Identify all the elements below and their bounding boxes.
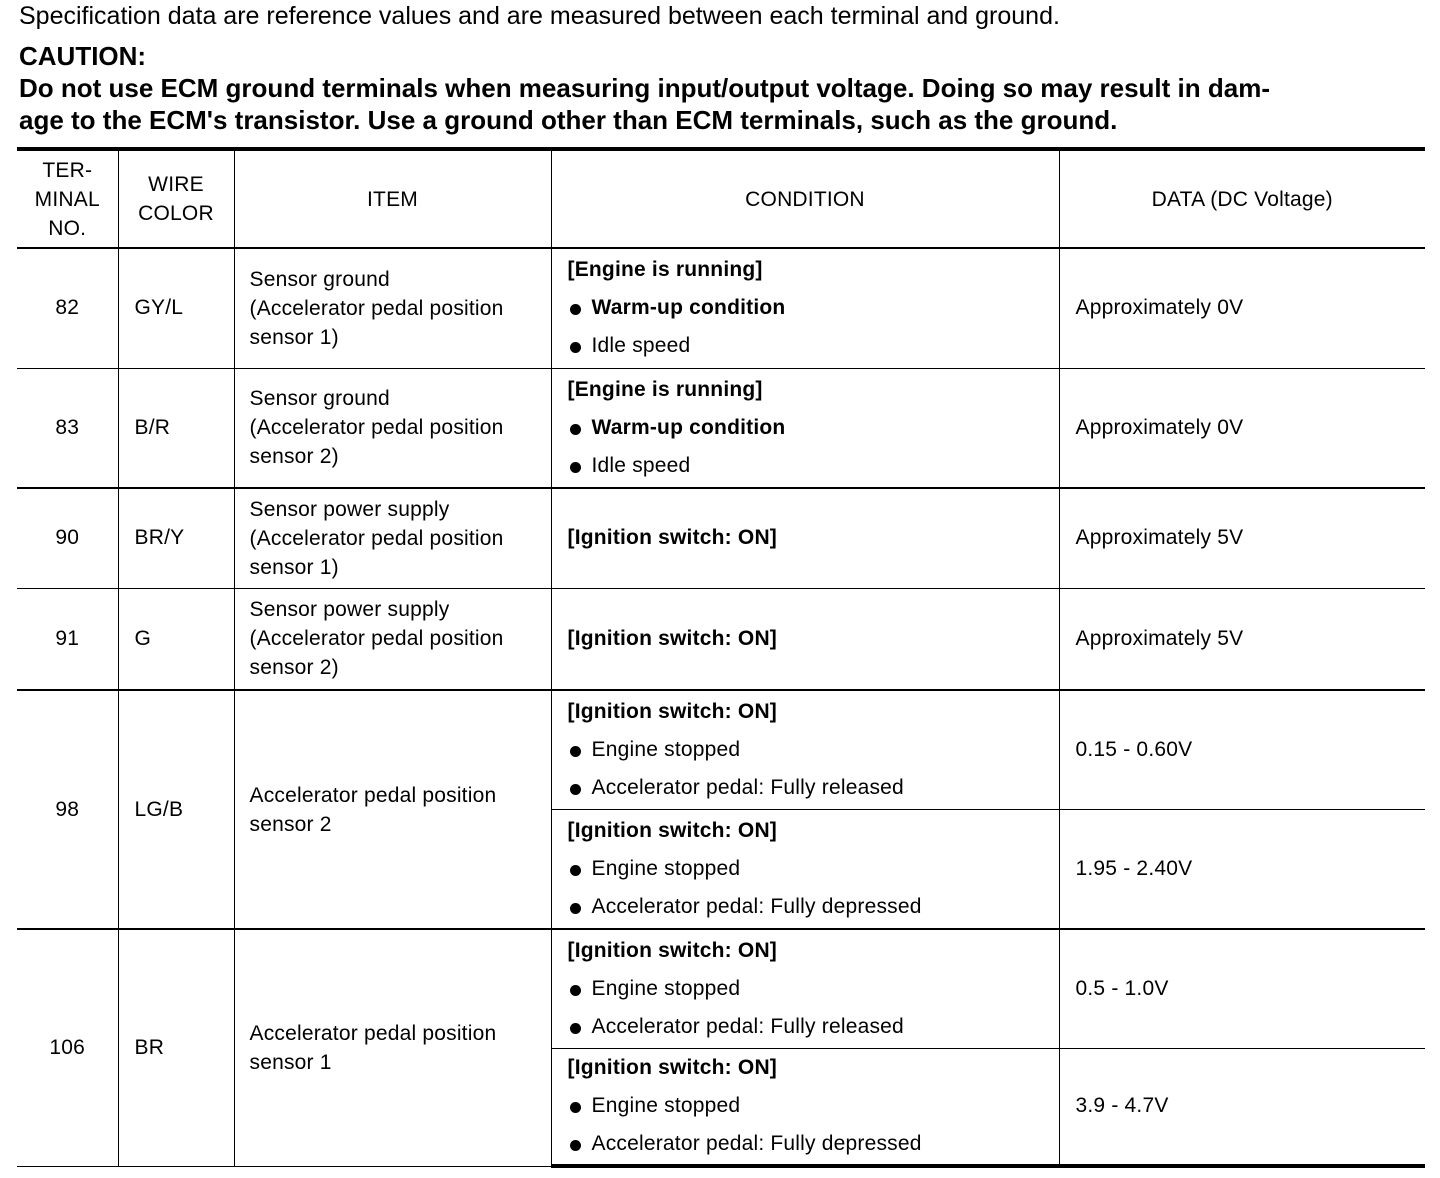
table-row	[17, 488, 1425, 588]
condition-bullet-text: Accelerator pedal: Fully released	[591, 1014, 904, 1038]
table-header-row	[17, 149, 1425, 248]
table-row	[17, 588, 1425, 690]
bullet-icon	[570, 304, 581, 315]
item-line: (Accelerator pedal position	[249, 296, 504, 320]
item-line: sensor 2)	[249, 656, 339, 680]
caution-text	[19, 72, 1429, 136]
condition-bullet	[568, 970, 1059, 1008]
condition-cell	[551, 248, 1059, 368]
condition-bullet-text: Warm-up condition	[591, 415, 786, 439]
table-row	[17, 368, 1425, 488]
header-terminal-no	[17, 149, 118, 248]
header-terminal-line-2: MINAL	[34, 187, 100, 211]
bullet-icon	[570, 784, 581, 795]
condition-heading: [Ignition switch: ON]	[567, 699, 778, 723]
terminal-no: 106	[17, 929, 118, 1166]
bullet-icon	[570, 342, 581, 353]
table-row	[17, 248, 1425, 368]
data-value: Approximately 0V	[1059, 248, 1425, 368]
bullet-icon	[570, 865, 581, 876]
condition-cell	[551, 488, 1059, 588]
data-value: 3.9 - 4.7V	[1059, 1048, 1425, 1166]
item-cell	[234, 488, 551, 588]
bullet-icon	[570, 985, 581, 996]
item-line: sensor 2)	[249, 445, 339, 469]
condition-bullet-text: Accelerator pedal: Fully released	[591, 775, 904, 799]
data-value: 0.15 - 0.60V	[1059, 690, 1425, 809]
header-terminal-line-3: NO.	[48, 216, 87, 240]
data-value: 0.5 - 1.0V	[1059, 929, 1425, 1048]
item-line: Accelerator pedal position	[249, 1021, 497, 1045]
condition-bullet-text: Engine stopped	[591, 737, 741, 761]
bullet-icon	[570, 1102, 581, 1113]
table-row	[17, 929, 1425, 1048]
item-line: sensor 1	[249, 1050, 332, 1074]
condition-bullet-text: Idle speed	[591, 453, 691, 477]
terminal-no: 83	[17, 368, 118, 488]
condition-bullet	[568, 327, 1059, 365]
header-data: DATA (DC Voltage)	[1059, 149, 1425, 248]
terminal-spec-table	[17, 147, 1425, 1168]
header-wire-line-1: WIRE	[148, 173, 204, 196]
condition-cell	[551, 929, 1059, 1048]
bullet-icon	[570, 462, 581, 473]
condition-bullet-text: Accelerator pedal: Fully depressed	[591, 894, 922, 918]
data-value: 1.95 - 2.40V	[1059, 809, 1425, 929]
header-terminal-line-1: TER-	[42, 158, 93, 182]
wire-color: G	[118, 588, 234, 690]
condition-bullet	[568, 409, 1059, 447]
caution-line-2: age to the ECM's transistor. Use a ground other than ECM terminals, such as the ground.	[19, 105, 1118, 135]
condition-bullet	[568, 1087, 1059, 1125]
condition-heading: [Ignition switch: ON]	[567, 1056, 778, 1080]
item-cell	[234, 929, 551, 1166]
bullet-icon	[570, 903, 581, 914]
item-line: Accelerator pedal position	[249, 783, 497, 807]
condition-cell	[551, 809, 1059, 929]
terminal-no: 98	[17, 690, 118, 929]
condition-bullet	[568, 850, 1059, 888]
wire-color: BR	[118, 929, 234, 1166]
data-value: Approximately 0V	[1059, 368, 1425, 488]
condition-cell	[551, 1048, 1059, 1166]
condition-heading: [Ignition switch: ON]	[567, 938, 778, 962]
terminal-no: 91	[17, 588, 118, 690]
condition-bullet-text: Idle speed	[591, 334, 691, 358]
condition-heading: [Ignition switch: ON]	[567, 626, 778, 650]
wire-color: GY/L	[118, 248, 234, 368]
bullet-icon	[570, 746, 581, 757]
header-condition: CONDITION	[551, 149, 1059, 248]
terminal-no: 82	[17, 248, 118, 368]
condition-bullet-text: Accelerator pedal: Fully depressed	[591, 1132, 922, 1156]
bullet-icon	[570, 1023, 581, 1034]
item-line: sensor 2	[249, 812, 332, 836]
header-wire-color	[118, 149, 234, 248]
item-line: (Accelerator pedal position	[249, 416, 504, 440]
caution-line-1: Do not use ECM ground terminals when measuring input/output voltage. Doing so may result in dam-	[19, 73, 1270, 103]
item-line: (Accelerator pedal position	[249, 526, 504, 550]
condition-bullet	[568, 289, 1059, 327]
condition-heading: [Ignition switch: ON]	[567, 818, 778, 842]
item-line: Sensor ground	[249, 267, 390, 291]
condition-heading: [Ignition switch: ON]	[567, 526, 778, 550]
wire-color: B/R	[118, 368, 234, 488]
wire-color: BR/Y	[118, 488, 234, 588]
condition-bullet	[568, 447, 1059, 485]
condition-cell	[551, 690, 1059, 809]
condition-bullet	[568, 1008, 1059, 1046]
condition-heading: [Engine is running]	[567, 377, 763, 401]
header-wire-line-2: COLOR	[138, 202, 214, 225]
condition-bullet-text: Warm-up condition	[591, 296, 786, 320]
item-cell	[234, 248, 551, 368]
wire-color: LG/B	[118, 690, 234, 929]
bullet-icon	[570, 424, 581, 435]
item-line: sensor 1)	[249, 555, 339, 579]
condition-bullet	[568, 769, 1059, 807]
item-line: Sensor ground	[249, 387, 390, 411]
condition-cell	[551, 368, 1059, 488]
item-line: Sensor power supply	[249, 598, 450, 622]
condition-cell	[551, 588, 1059, 690]
bullet-icon	[570, 1140, 581, 1151]
caution-title: CAUTION:	[19, 41, 147, 71]
item-line: (Accelerator pedal position	[249, 627, 504, 651]
condition-bullet	[568, 888, 1059, 926]
condition-bullet-text: Engine stopped	[591, 976, 741, 1000]
item-line: sensor 1)	[249, 325, 339, 349]
intro-text: Specification data are reference values and are measured between each terminal and ground.	[19, 2, 1060, 30]
item-cell	[234, 588, 551, 690]
data-value: Approximately 5V	[1059, 588, 1425, 690]
condition-bullet	[568, 731, 1059, 769]
table-row	[17, 690, 1425, 809]
terminal-no: 90	[17, 488, 118, 588]
condition-heading: [Engine is running]	[567, 258, 763, 282]
item-cell	[234, 368, 551, 488]
item-cell	[234, 690, 551, 929]
header-item: ITEM	[234, 149, 551, 248]
condition-bullet-text: Engine stopped	[591, 1094, 741, 1118]
condition-bullet-text: Engine stopped	[591, 856, 741, 880]
item-line: Sensor power supply	[249, 497, 450, 521]
condition-bullet	[568, 1125, 1059, 1163]
data-value: Approximately 5V	[1059, 488, 1425, 588]
